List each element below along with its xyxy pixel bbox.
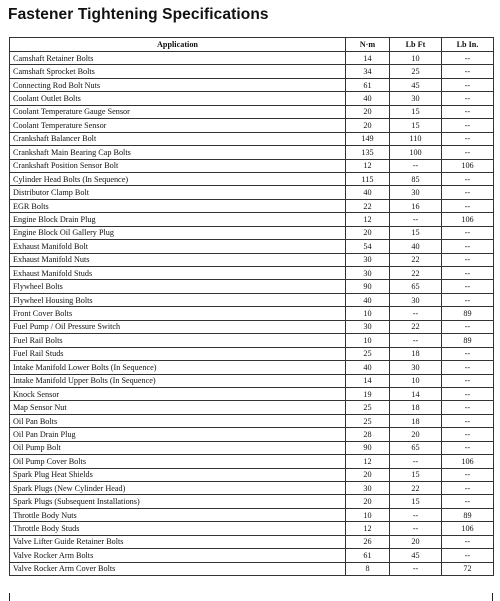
application-cell: Engine Block Oil Gallery Plug — [10, 226, 346, 239]
nm-cell: 25 — [346, 401, 390, 414]
application-cell: Crankshaft Balancer Bolt — [10, 132, 346, 145]
application-cell: Fuel Rail Studs — [10, 347, 346, 360]
lb-ft-cell: -- — [390, 213, 442, 226]
lb-in-cell: 106 — [442, 159, 494, 172]
application-cell: Throttle Body Nuts — [10, 508, 346, 521]
table-row — [10, 119, 494, 132]
lb-in-cell: -- — [442, 361, 494, 374]
application-cell: Exhaust Manifold Nuts — [10, 253, 346, 266]
table-row — [10, 414, 494, 427]
lb-ft-cell: 100 — [390, 146, 442, 159]
nm-cell: 12 — [346, 159, 390, 172]
lb-in-cell: -- — [442, 495, 494, 508]
lb-in-cell: 106 — [442, 213, 494, 226]
application-cell: Coolant Temperature Sensor — [10, 119, 346, 132]
lb-ft-cell: 30 — [390, 293, 442, 306]
nm-cell: 90 — [346, 280, 390, 293]
application-cell: Front Cover Bolts — [10, 307, 346, 320]
application-cell: Knock Sensor — [10, 387, 346, 400]
lb-in-cell: -- — [442, 468, 494, 481]
application-cell: Map Sensor Nut — [10, 401, 346, 414]
application-cell: Oil Pan Drain Plug — [10, 428, 346, 441]
lb-in-cell: -- — [442, 240, 494, 253]
application-cell: Coolant Outlet Bolts — [10, 92, 346, 105]
lb-in-cell: -- — [442, 535, 494, 548]
table-row — [10, 441, 494, 454]
application-cell: EGR Bolts — [10, 199, 346, 212]
lb-ft-cell: 22 — [390, 482, 442, 495]
table-row — [10, 146, 494, 159]
page-title: Fastener Tightening Specifications — [8, 6, 269, 23]
lb-ft-cell: 20 — [390, 535, 442, 548]
lb-ft-cell: 16 — [390, 199, 442, 212]
table-row — [10, 253, 494, 266]
table-row — [10, 428, 494, 441]
application-cell: Crankshaft Position Sensor Bolt — [10, 159, 346, 172]
application-cell: Oil Pump Bolt — [10, 441, 346, 454]
table-row — [10, 159, 494, 172]
fastener-spec-table — [9, 37, 494, 576]
table-row — [10, 132, 494, 145]
table-row — [10, 508, 494, 521]
application-cell: Camshaft Retainer Bolts — [10, 52, 346, 65]
lb-ft-cell: -- — [390, 455, 442, 468]
lb-ft-cell: -- — [390, 562, 442, 575]
lb-in-cell: -- — [442, 199, 494, 212]
lb-ft-cell: -- — [390, 522, 442, 535]
nm-cell: 10 — [346, 508, 390, 521]
lb-in-cell: -- — [442, 482, 494, 495]
lb-ft-cell: 18 — [390, 347, 442, 360]
nm-cell: 25 — [346, 347, 390, 360]
table-row — [10, 199, 494, 212]
lb-in-cell: 72 — [442, 562, 494, 575]
lb-ft-cell: 10 — [390, 52, 442, 65]
lb-ft-cell: 14 — [390, 387, 442, 400]
application-cell: Flywheel Bolts — [10, 280, 346, 293]
table-row — [10, 226, 494, 239]
nm-cell: 61 — [346, 549, 390, 562]
application-cell: Camshaft Sprocket Bolts — [10, 65, 346, 78]
lb-ft-cell: 15 — [390, 468, 442, 481]
application-cell: Fuel Pump / Oil Pressure Switch — [10, 320, 346, 333]
lb-ft-cell: 25 — [390, 65, 442, 78]
nm-cell: 19 — [346, 387, 390, 400]
lb-in-cell: -- — [442, 253, 494, 266]
nm-cell: 12 — [346, 455, 390, 468]
nm-cell: 30 — [346, 482, 390, 495]
application-cell: Distributor Clamp Bolt — [10, 186, 346, 199]
nm-cell: 22 — [346, 199, 390, 212]
lb-in-cell: -- — [442, 172, 494, 185]
application-cell: Valve Lifter Guide Retainer Bolts — [10, 535, 346, 548]
lb-in-cell: -- — [442, 132, 494, 145]
lb-ft-cell: -- — [390, 307, 442, 320]
table-row — [10, 186, 494, 199]
application-cell: Engine Block Drain Plug — [10, 213, 346, 226]
lb-ft-cell: -- — [390, 159, 442, 172]
lb-in-cell: -- — [442, 186, 494, 199]
nm-cell: 40 — [346, 293, 390, 306]
lb-in-cell: 89 — [442, 508, 494, 521]
table-row — [10, 280, 494, 293]
nm-cell: 34 — [346, 65, 390, 78]
table-row — [10, 92, 494, 105]
lb-in-cell: -- — [442, 387, 494, 400]
lb-in-cell: 106 — [442, 455, 494, 468]
lb-in-cell: -- — [442, 320, 494, 333]
nm-cell: 40 — [346, 186, 390, 199]
nm-cell: 25 — [346, 414, 390, 427]
nm-cell: 40 — [346, 361, 390, 374]
application-cell: Intake Manifold Lower Bolts (In Sequence) — [10, 361, 346, 374]
lb-ft-cell: 30 — [390, 186, 442, 199]
table-row — [10, 361, 494, 374]
application-cell: Oil Pump Cover Bolts — [10, 455, 346, 468]
lb-in-cell: -- — [442, 374, 494, 387]
lb-ft-cell: 85 — [390, 172, 442, 185]
nm-cell: 135 — [346, 146, 390, 159]
lb-in-cell: -- — [442, 78, 494, 91]
application-cell: Crankshaft Main Bearing Cap Bolts — [10, 146, 346, 159]
lb-ft-cell: 30 — [390, 92, 442, 105]
nm-cell: 28 — [346, 428, 390, 441]
application-cell: Coolant Temperature Gauge Sensor — [10, 105, 346, 118]
lb-ft-cell: 18 — [390, 401, 442, 414]
lb-in-cell: -- — [442, 293, 494, 306]
lb-in-cell: -- — [442, 414, 494, 427]
lb-ft-cell: 45 — [390, 78, 442, 91]
nm-cell: 61 — [346, 78, 390, 91]
lb-in-cell: -- — [442, 146, 494, 159]
table-continuation-edge — [9, 593, 493, 601]
table-row — [10, 105, 494, 118]
application-cell: Connecting Rod Bolt Nuts — [10, 78, 346, 91]
nm-cell: 14 — [346, 374, 390, 387]
lb-ft-cell: -- — [390, 334, 442, 347]
lb-in-cell: 106 — [442, 522, 494, 535]
lb-ft-cell: 20 — [390, 428, 442, 441]
application-cell: Exhaust Manifold Bolt — [10, 240, 346, 253]
table-row — [10, 240, 494, 253]
lb-in-cell: -- — [442, 267, 494, 280]
nm-cell: 10 — [346, 307, 390, 320]
table-row — [10, 172, 494, 185]
nm-cell: 20 — [346, 105, 390, 118]
application-cell: Valve Rocker Arm Bolts — [10, 549, 346, 562]
table-row — [10, 535, 494, 548]
nm-cell: 8 — [346, 562, 390, 575]
lb-ft-cell: 15 — [390, 105, 442, 118]
lb-in-cell: -- — [442, 401, 494, 414]
table-row — [10, 549, 494, 562]
lb-in-cell: -- — [442, 280, 494, 293]
nm-cell: 20 — [346, 119, 390, 132]
nm-cell: 149 — [346, 132, 390, 145]
lb-ft-cell: 22 — [390, 253, 442, 266]
nm-cell: 115 — [346, 172, 390, 185]
column-header-application: Application — [10, 38, 346, 52]
nm-cell: 12 — [346, 213, 390, 226]
table-row — [10, 267, 494, 280]
lb-ft-cell: 40 — [390, 240, 442, 253]
application-cell: Spark Plugs (New Cylinder Head) — [10, 482, 346, 495]
lb-ft-cell: 30 — [390, 361, 442, 374]
lb-in-cell: -- — [442, 92, 494, 105]
lb-in-cell: -- — [442, 347, 494, 360]
table-row — [10, 401, 494, 414]
application-cell: Fuel Rail Bolts — [10, 334, 346, 347]
nm-cell: 90 — [346, 441, 390, 454]
lb-ft-cell: 15 — [390, 119, 442, 132]
nm-cell: 30 — [346, 267, 390, 280]
application-cell: Spark Plug Heat Shields — [10, 468, 346, 481]
table-row — [10, 347, 494, 360]
lb-ft-cell: 65 — [390, 280, 442, 293]
application-cell: Intake Manifold Upper Bolts (In Sequence) — [10, 374, 346, 387]
table-row — [10, 468, 494, 481]
application-cell: Flywheel Housing Bolts — [10, 293, 346, 306]
table-row — [10, 455, 494, 468]
table-row — [10, 522, 494, 535]
lb-ft-cell: 110 — [390, 132, 442, 145]
application-cell: Spark Plugs (Subsequent Installations) — [10, 495, 346, 508]
lb-ft-cell: 45 — [390, 549, 442, 562]
lb-ft-cell: 22 — [390, 267, 442, 280]
nm-cell: 30 — [346, 253, 390, 266]
lb-in-cell: -- — [442, 119, 494, 132]
table-row — [10, 495, 494, 508]
table-header-row — [10, 38, 494, 52]
nm-cell: 14 — [346, 52, 390, 65]
nm-cell: 54 — [346, 240, 390, 253]
table-row — [10, 52, 494, 65]
table-row — [10, 334, 494, 347]
lb-in-cell: -- — [442, 549, 494, 562]
application-cell: Oil Pan Bolts — [10, 414, 346, 427]
table-row — [10, 387, 494, 400]
table-row — [10, 320, 494, 333]
table-row — [10, 562, 494, 575]
lb-ft-cell: -- — [390, 508, 442, 521]
table-row — [10, 293, 494, 306]
column-header-nm: N·m — [346, 38, 390, 52]
column-header-lb-in: Lb In. — [442, 38, 494, 52]
lb-ft-cell: 15 — [390, 226, 442, 239]
nm-cell: 20 — [346, 226, 390, 239]
table-row — [10, 482, 494, 495]
table-body — [10, 52, 494, 576]
lb-in-cell: -- — [442, 65, 494, 78]
lb-in-cell: 89 — [442, 334, 494, 347]
nm-cell: 30 — [346, 320, 390, 333]
nm-cell: 12 — [346, 522, 390, 535]
nm-cell: 20 — [346, 495, 390, 508]
application-cell: Valve Rocker Arm Cover Bolts — [10, 562, 346, 575]
lb-ft-cell: 22 — [390, 320, 442, 333]
lb-ft-cell: 18 — [390, 414, 442, 427]
lb-ft-cell: 10 — [390, 374, 442, 387]
nm-cell: 20 — [346, 468, 390, 481]
table-row — [10, 213, 494, 226]
application-cell: Throttle Body Studs — [10, 522, 346, 535]
lb-in-cell: -- — [442, 441, 494, 454]
lb-in-cell: -- — [442, 105, 494, 118]
lb-in-cell: -- — [442, 226, 494, 239]
application-cell: Exhaust Manifold Studs — [10, 267, 346, 280]
table-row — [10, 307, 494, 320]
lb-in-cell: 89 — [442, 307, 494, 320]
nm-cell: 10 — [346, 334, 390, 347]
nm-cell: 40 — [346, 92, 390, 105]
nm-cell: 26 — [346, 535, 390, 548]
lb-ft-cell: 15 — [390, 495, 442, 508]
lb-ft-cell: 65 — [390, 441, 442, 454]
lb-in-cell: -- — [442, 52, 494, 65]
table-row — [10, 65, 494, 78]
application-cell: Cylinder Head Bolts (In Sequence) — [10, 172, 346, 185]
table-row — [10, 78, 494, 91]
lb-in-cell: -- — [442, 428, 494, 441]
table-row — [10, 374, 494, 387]
column-header-lb-ft: Lb Ft — [390, 38, 442, 52]
